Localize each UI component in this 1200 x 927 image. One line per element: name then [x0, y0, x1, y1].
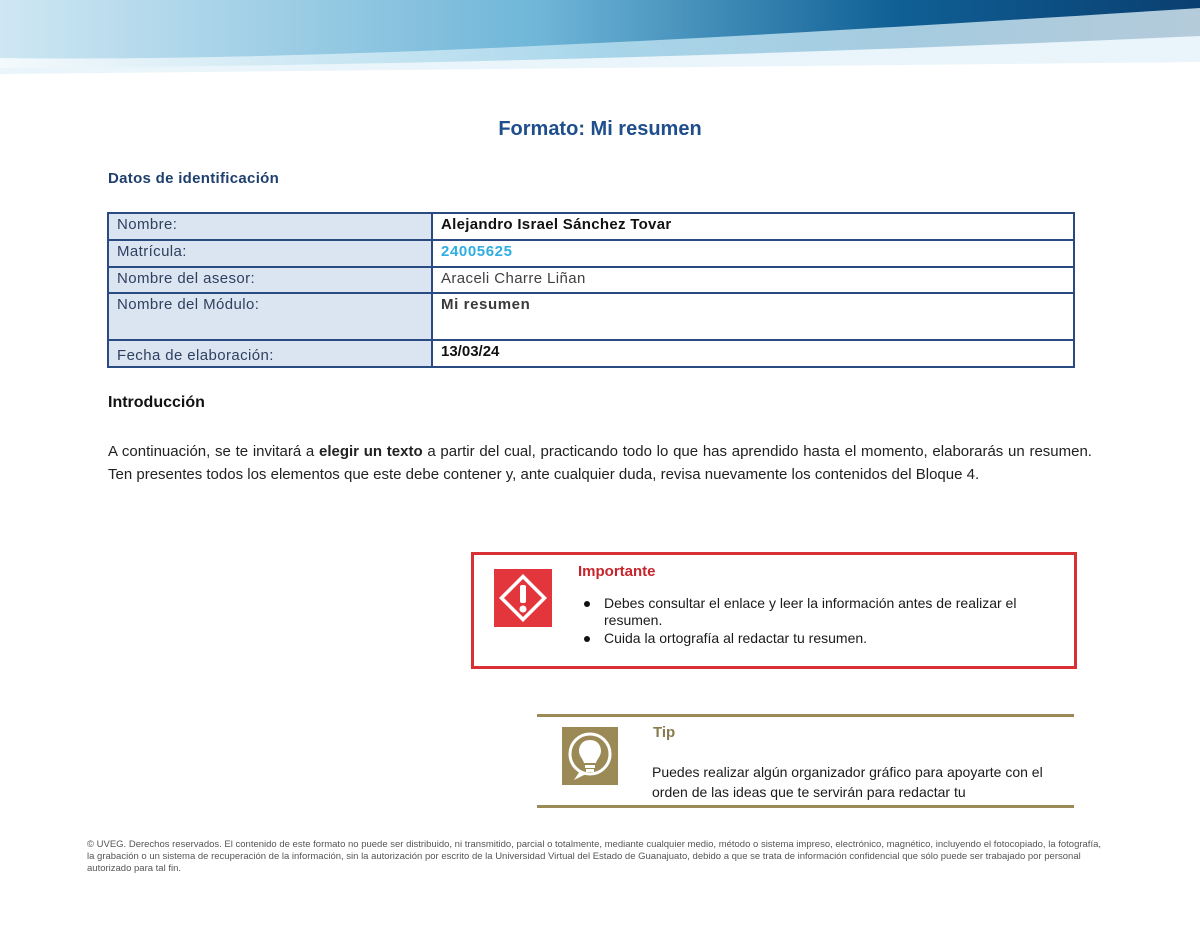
row-label-fecha: Fecha de elaboración: [108, 340, 432, 367]
row-label-matricula: Matrícula: [108, 240, 432, 267]
identification-table [107, 212, 1075, 368]
document-title: Formato: Mi resumen [498, 118, 702, 140]
row-label-modulo: Nombre del Módulo: [108, 293, 432, 340]
row-label-asesor: Nombre del asesor: [108, 267, 432, 293]
row-value-matricula[interactable]: 24005625 [432, 240, 1074, 267]
introduction-text [108, 440, 1092, 486]
row-value-modulo[interactable]: Mi resumen [432, 293, 1074, 340]
table-row [108, 213, 1074, 240]
introduction-text-end: a partir del cual, practicando todo lo que has aprendido hasta el momento, elaborarás un resumen. Ten presentes todos los elementos que este debe contener y, ante cualquier duda, revisa nuevamente los contenidos del Bloque 4. [108, 443, 1092, 483]
tip-callout [537, 714, 1074, 808]
list-item [578, 595, 1058, 629]
row-value-fecha[interactable]: 13/03/24 [432, 340, 1074, 367]
lightbulb-icon [562, 727, 618, 785]
important-title: Importante [578, 563, 656, 580]
tip-title: Tip [653, 724, 676, 741]
row-value-asesor[interactable]: Araceli Charre Liñan [432, 267, 1074, 293]
table-row [108, 293, 1074, 340]
warning-icon [494, 569, 552, 627]
tip-text: Puedes realizar algún organizador gráfico para apoyarte con el orden de las ideas que te servirán para redactar tu [652, 764, 1043, 800]
important-callout [471, 552, 1077, 669]
table-row [108, 340, 1074, 367]
bullet-icon [584, 636, 590, 642]
list-item [578, 630, 1058, 647]
row-label-nombre: Nombre: [108, 213, 432, 240]
table-row [108, 267, 1074, 293]
introduction-text-bold: elegir un texto [318, 443, 423, 460]
important-item-text: Cuida la ortografía al redactar tu resumen. [604, 630, 868, 646]
table-row [108, 240, 1074, 267]
introduction-heading: Introducción [108, 394, 205, 411]
important-list [578, 595, 1058, 648]
row-value-nombre[interactable]: Alejandro Israel Sánchez Tovar [432, 213, 1074, 240]
important-item-text: Debes consultar el enlace y leer la información antes de realizar el resumen. [604, 595, 1017, 628]
copyright-footer: © UVEG. Derechos reservados. El contenido de este formato no puede ser distribuido, ni transmitido, parcial o totalmente, mediante cualquier medio, método o sistema impreso, electrónico, magnético, incluyendo el fotocopiado, la fotografía, la grabación o un sistema de recuperación de la información, sin la autorización por escrito de la Universidad Virtual del Estado de Guanajuato, debido a que se trata de información confidencial que sólo puede ser trabajado por personal autorizado para tal fin. [87, 839, 1102, 874]
bullet-icon [584, 601, 590, 607]
section-label-identification: Datos de identificación [108, 170, 280, 187]
header-banner [0, 0, 1200, 78]
introduction-text-start: A continuación, se te invitará a [108, 443, 319, 460]
